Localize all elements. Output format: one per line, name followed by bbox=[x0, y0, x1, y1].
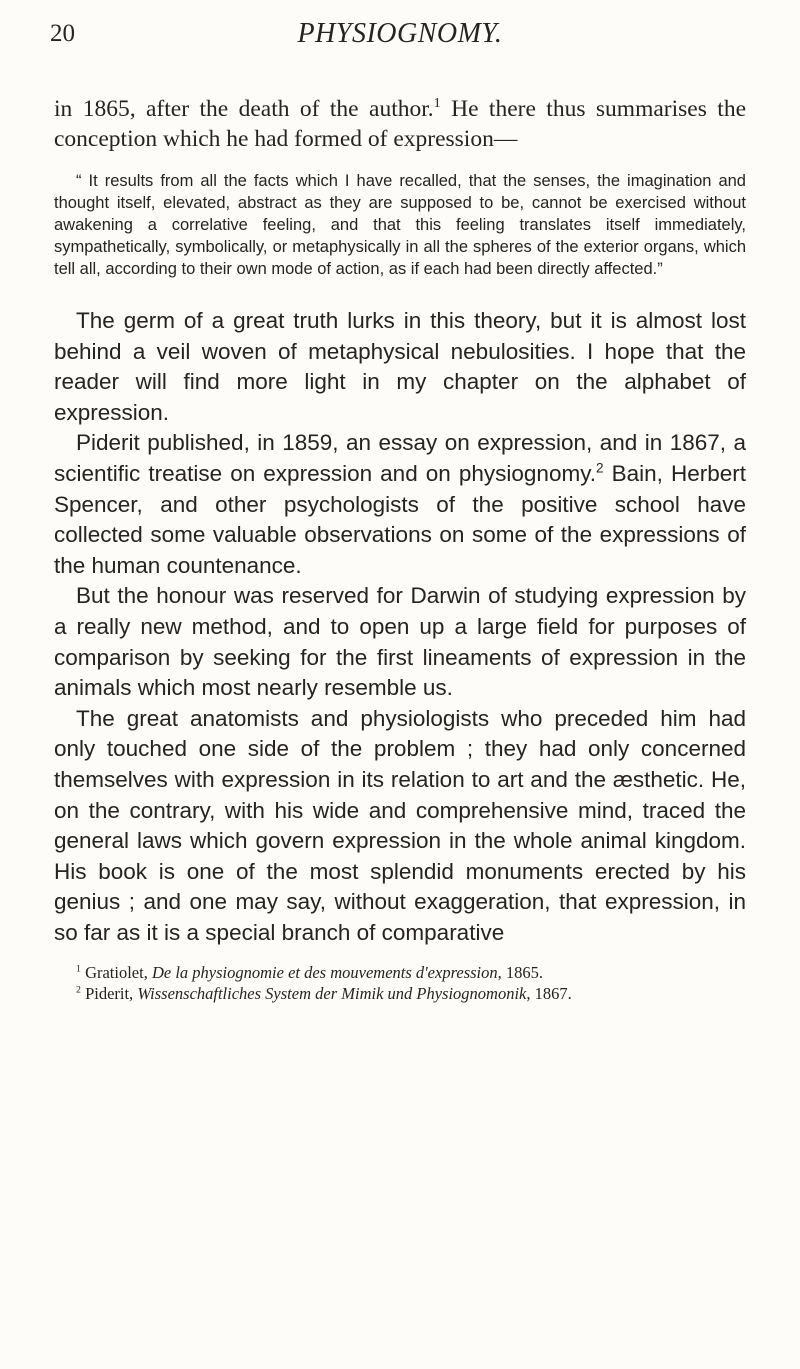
running-head bbox=[50, 18, 746, 62]
running-title: PHYSIOGNOMY. bbox=[297, 18, 503, 49]
footnote-mark-1: 1 bbox=[76, 963, 81, 975]
paragraph-darwin: But the honour was reserved for Darwin of studying expression by a really new method, and to open up a large field for purposes of comparison by seeking for the first lineaments of expression in the animals which most nearly resemble us. bbox=[54, 583, 746, 701]
intro-paragraph bbox=[54, 94, 746, 154]
footnote-ref-2: 2 bbox=[596, 460, 604, 476]
footnote-ref-1: 1 bbox=[433, 95, 441, 112]
paragraph-piderit-text-a: Piderit published, in 1859, an essay on expression, and in 1867, a scientific treatise on expression and on physiognomy. bbox=[54, 430, 746, 486]
paragraph-anatomists: The great anatomists and physiologists who preceded him had only touched one side of the problem ; they had only concerned themselves with expression in its relation to art and the æsthetic. He, on the contrary, with his wide and comprehensive mind, traced the general laws which govern expression in the whole animal kingdom. His book is one of the most splendid monuments erected by his genius ; and one may say, without exaggeration, that expression, in so far as it is a special branch of comparative bbox=[54, 705, 746, 945]
footnote-1 bbox=[54, 962, 746, 983]
footnote-2-rest: , 1867. bbox=[526, 984, 572, 1004]
paragraph-piderit-text-b: Bain, Herbert Spencer, and other psychologists of the positive school have collected some valuable observations on some of the expressions of the human countenance. bbox=[54, 460, 747, 578]
footnotes bbox=[54, 962, 746, 1004]
footnote-mark-2: 2 bbox=[76, 984, 81, 996]
footnote-2-title: Wissenschaftliches System der Mimik und Physiognomonik bbox=[137, 984, 527, 1004]
footnote-1-title: De la physiognomie et des mouvements d'expression bbox=[151, 963, 498, 983]
footnote-1-author: Gratiolet, bbox=[85, 963, 152, 983]
intro-text-b: He there thus summarises the conception which he had formed of expression— bbox=[54, 96, 746, 152]
paragraph-piderit bbox=[54, 428, 746, 581]
footnote-2-author: Piderit, bbox=[85, 984, 138, 1004]
paragraph-germ-of-truth: The germ of a great truth lurks in this theory, but it is almost lost behind a veil woven of metaphysical nebulosities. I hope that the reader will find more light in my chapter on the alphabet of expression. bbox=[54, 308, 746, 425]
footnote-1-rest: , 1865. bbox=[497, 963, 544, 983]
footnote-2 bbox=[54, 983, 746, 1004]
page-number: 20 bbox=[50, 20, 75, 47]
intro-text-a: in 1865, after the death of the author. bbox=[54, 96, 434, 122]
block-quote: “ It results from all the facts which I have recalled, that the senses, the imagination and thought itself, elevated, abstract as they are supposed to be, cannot be exercised without awakening a correlative feeling, and that this feeling translates itself immediately, sympathetically, symbolically, or metaphysically in all the spheres of the exterior organs, which tell all, according to their own mode of action, as if each had been directly affected.” bbox=[54, 172, 746, 278]
